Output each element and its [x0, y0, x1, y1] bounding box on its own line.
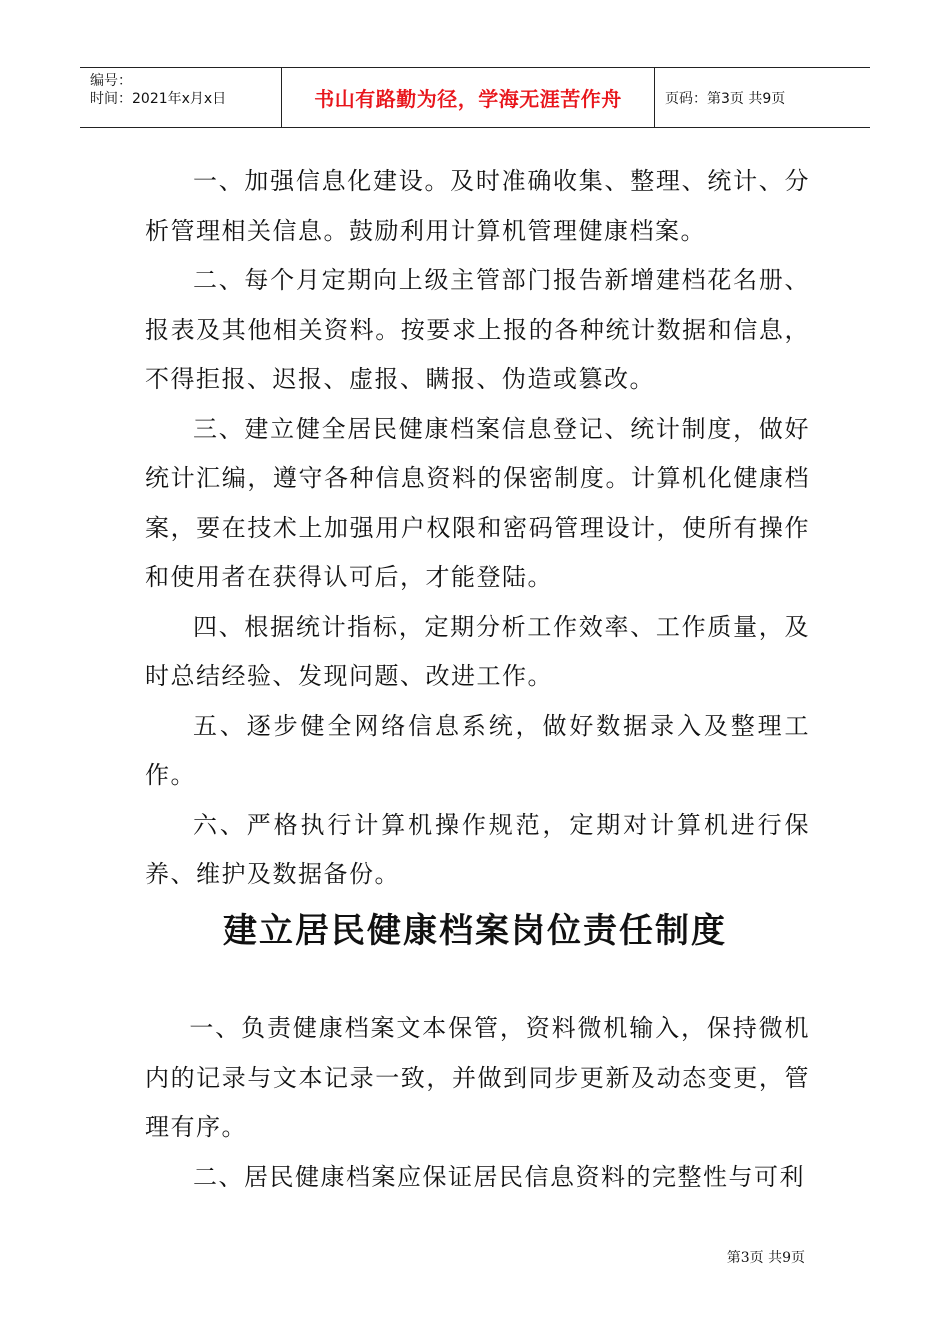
paragraph: 一、加强信息化建设。及时准确收集、整理、统计、分析管理相关信息。鼓励利用计算机管理健康档案。: [145, 167, 810, 245]
page-footer: 第3页 共9页: [726, 1250, 805, 1266]
paragraph: 二、每个月定期向上级主管部门报告新增建档花名册、报表及其他相关资料。按要求上报的各种统计数据和信息，不得拒报、迟报、虚报、瞒报、伪造或篡改。: [145, 266, 810, 393]
section-responsibility: [145, 1004, 810, 1202]
document-number: 编号：: [90, 73, 132, 89]
paragraph: 五、逐步健全网络信息系统，做好数据录入及整理工作。: [145, 711, 810, 789]
header-motto-cell: [282, 68, 655, 127]
header-page-number: 页码：第3页 共9页: [665, 90, 786, 107]
paragraph: 四、根据统计指标，定期分析工作效率、工作质量，及时总结经验、发现问题、改进工作。: [145, 612, 810, 690]
page-header: [80, 67, 870, 128]
paragraph: 一、负责健康档案文本保管，资料微机输入，保持微机内的记录与文本记录一致，并做到同步更新及动态变更，管理有序。: [145, 1014, 810, 1141]
header-motto: 书山有路勤为径，学海无涯苦作舟: [314, 87, 622, 111]
section-title: 建立居民健康档案岗位责任制度: [223, 911, 727, 951]
paragraph: 二、居民健康档案应保证居民信息资料的完整性与可利: [193, 1162, 805, 1191]
document-date: 时间：2021年x月x日: [90, 91, 227, 107]
paragraph: 三、建立健全居民健康档案信息登记、统计制度，做好统计汇编，遵守各种信息资料的保密制度。计算机化健康档案，要在技术上加强用户权限和密码管理设计，使所有操作和使用者在获得认可后，才能登陆。: [145, 414, 810, 591]
section-info-management: [145, 157, 810, 900]
header-page-cell: [655, 68, 870, 127]
paragraph: 六、严格执行计算机操作规范，定期对计算机进行保养、维护及数据备份。: [145, 810, 810, 888]
header-meta: [80, 68, 282, 127]
